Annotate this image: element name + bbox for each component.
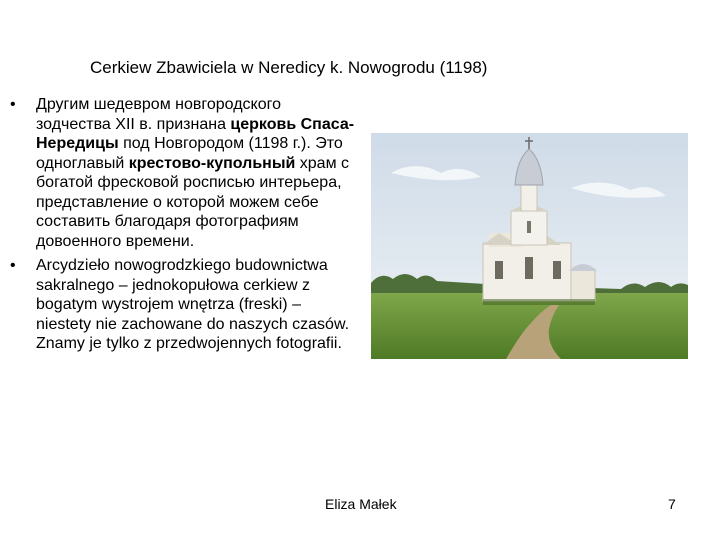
bullet-text-segment: Arcydzieło nowogrodzkiego budownictwa sakralnego – jednokopułowa cerkiew z bogatym wystrojem wnętrza (freski) – niestety nie zachowane do naszych czasów. Znamy je tylko z przedwojennych fotografii. [36, 257, 350, 352]
bullet-text-bold: церковь Спаса-Нередицы [36, 115, 355, 152]
bullet-text-segment: под Новгородом (1198 г.). Это одноглавый [36, 135, 343, 172]
footer-author: Eliza Małek [325, 496, 397, 512]
bullet-text-bold: крестово-купольный [128, 154, 296, 172]
bullet-item-russian [10, 95, 360, 251]
bullet-marker: • [10, 96, 16, 113]
photo-shadow [483, 299, 595, 305]
page-number: 7 [668, 496, 676, 512]
slide-title: Cerkiew Zbawiciela w Neredicy k. Nowogrodu (1198) [90, 58, 488, 77]
bullet-text-segment: Другим шедевром новгородского зодчества XII в. признана [36, 96, 281, 133]
bullet-text-segment: храм с богатой фресковой росписью интерьера, представление о которой можем себе составить благодаря фотографиям довоенного времени. [36, 154, 350, 250]
bullet-marker: • [10, 257, 16, 274]
bullet-item-polish [10, 256, 360, 354]
church-photo [371, 133, 688, 359]
bullet-list [10, 95, 360, 354]
